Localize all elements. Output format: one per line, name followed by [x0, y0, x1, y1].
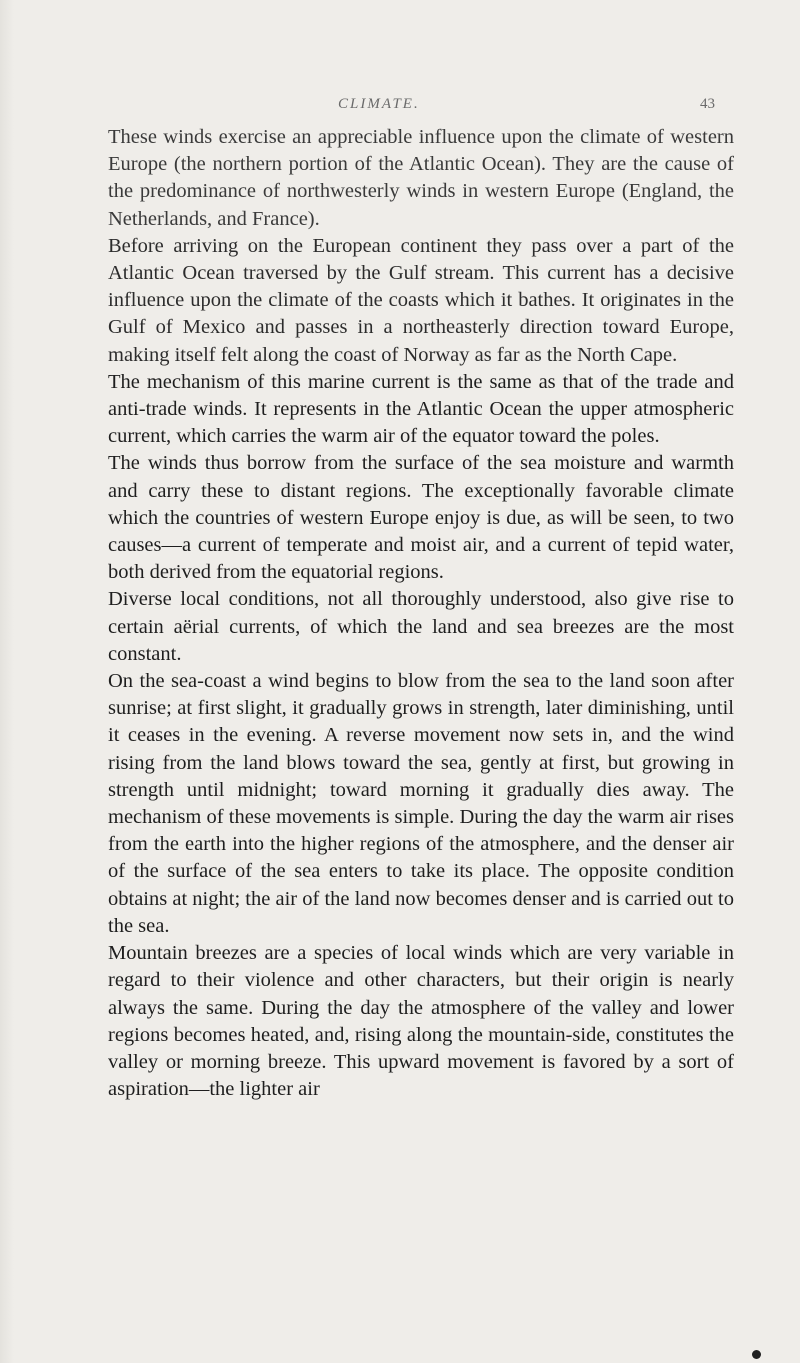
paragraph-1: These winds exercise an appreciable influence upon the climate of western Europe (the northern portion of the Atlantic Ocean). They are the cause of the predominance of northwesterly winds in western Europe (England, the Netherlands, and France).	[108, 126, 734, 230]
running-head	[0, 96, 800, 116]
paragraph-5: Diverse local conditions, not all thoroughly understood, also give rise to certain aërial currents, of which the land and sea breezes are the most constant.	[108, 588, 734, 665]
page-number: 43	[700, 96, 715, 112]
paragraph-2: Before arriving on the European continent they pass over a part of the Atlantic Ocean traversed by the Gulf stream. This current has a decisive influence upon the climate of the coasts which it bathes. It originates in the Gulf of Mexico and passes in a northeasterly direction toward Europe, making itself felt along the coast of Norway as far as the North Cape.	[108, 234, 734, 366]
paragraph-3: The mechanism of this marine current is the same as that of the trade and anti-trade winds. It represents in the Atlantic Ocean the upper atmospheric current, which carries the warm air of the equator toward the poles.	[108, 370, 734, 448]
page-edge-shadow	[0, 0, 14, 1363]
paragraph-7: Mountain breezes are a species of local winds which are very variable in regard to their violence and other characters, but their origin is nearly always the same. During the day the atmosphere of the valley and lower regions becomes heated, and, rising along the mountain-side, constitutes the valley or morning breeze. This upward movement is favored by a sort of aspiration—the lighter air	[108, 942, 734, 1101]
body-text	[108, 124, 734, 1103]
paragraph-4: The winds thus borrow from the surface of the sea moisture and warmth and carry these to distant regions. The exceptionally favorable climate which the countries of western Europe enjoy is due, as will be seen, to two causes—a current of temperate and moist air, and a current of tepid water, both derived from the equatorial regions.	[108, 452, 734, 584]
ink-speck	[752, 1350, 761, 1359]
paragraph-6: On the sea-coast a wind begins to blow from the sea to the land soon after sunrise; at first slight, it gradually grows in strength, later diminishing, until it ceases in the evening. A reverse movement now sets in, and the wind rising from the land blows toward the sea, gently at first, but growing in strength until midnight; toward morning it gradually dies away. The mechanism of these movements is simple. During the day the warm air rises from the earth into the higher regions of the atmosphere, and the denser air of the surface of the sea enters to take its place. The opposite condition obtains at night; the air of the land now becomes denser and is carried out to the sea.	[108, 670, 734, 937]
running-title: CLIMATE.	[338, 96, 420, 112]
